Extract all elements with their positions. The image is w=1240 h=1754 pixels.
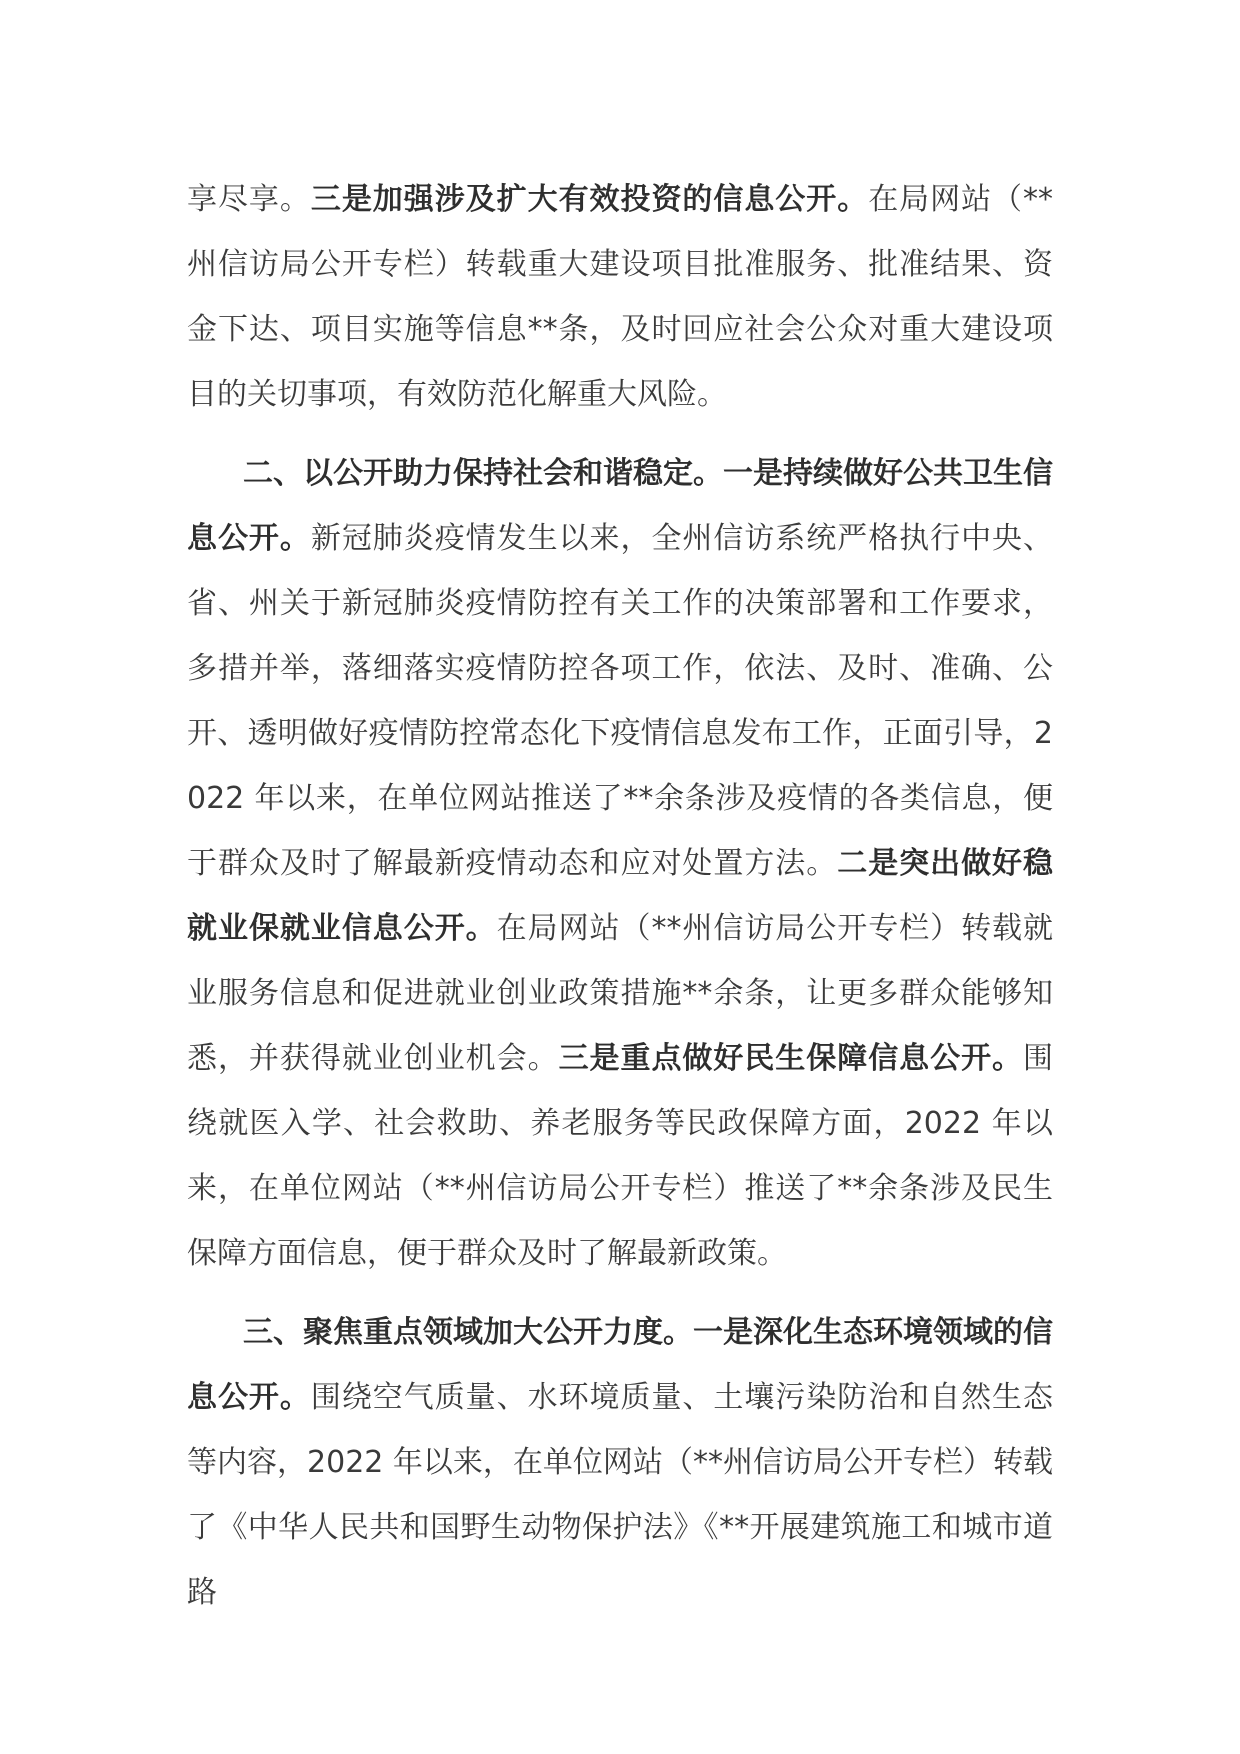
- bold-heading-livelihood: 三是重点做好民生保障信息公开。: [558, 1041, 1024, 1076]
- bold-heading-investment: 三是加强涉及扩大有效投资的信息公开。: [310, 182, 869, 217]
- bold-heading-employment: 二是突出做好稳就业保就业信息公开。: [187, 846, 1054, 946]
- paragraph-text: 新冠肺炎疫情发生以来，全州信访系统严格执行中央、省、州关于新冠肺炎疫情防控有关工作的决策部署和工作要求，多措并举，落细落实疫情防控各项工作，依法、及时、准确、公开、透明做好疫情防控常态化下疫情信息发布工作，正面引导，2022 年以来，在单位网站推送了**余条涉及疫情的各类信息，便于群众及时了解最新疫情动态和应对处置方法。: [187, 521, 1054, 881]
- paragraph-text: 在局网站（**州信访局公开专栏）转载重大建设项目批准服务、批准结果、资金下达、项目实施等信息**条，及时回应社会公众对重大建设项目的关切事项，有效防范化解重大风险。: [187, 182, 1054, 412]
- paragraph-social-stability: [187, 441, 1053, 1286]
- document-body: [187, 167, 1053, 1639]
- section-heading-three: 三、聚焦重点领域加大公开力度。一是深化生态环境领域的信息公开。: [187, 1315, 1053, 1415]
- paragraph-investment-disclosure: [187, 167, 1053, 427]
- paragraph-text: 围绕就医入学、社会救助、养老服务等民政保障方面，2022 年以来，在单位网站（**州信访局公开专栏）推送了**余条涉及民生保障方面信息，便于群众及时了解最新政策。: [187, 1041, 1054, 1271]
- paragraph-text: 围绕空气质量、水环境质量、土壤污染防治和自然生态等内容，2022 年以来，在单位网站（**州信访局公开专栏）转载了《中华人民共和国野生动物保护法》《**开展建筑施工和城市道路: [187, 1380, 1054, 1610]
- section-heading-two: 二、以公开助力保持社会和谐稳定。一是持续做好公共卫生信息公开。: [187, 456, 1053, 556]
- paragraph-text: 在局网站（**州信访局公开专栏）转载就业服务信息和促进就业创业政策措施**余条，让更多群众能够知悉，并获得就业创业机会。: [187, 911, 1054, 1076]
- paragraph-text: 享尽享。: [187, 182, 311, 217]
- paragraph-key-areas: [187, 1300, 1053, 1625]
